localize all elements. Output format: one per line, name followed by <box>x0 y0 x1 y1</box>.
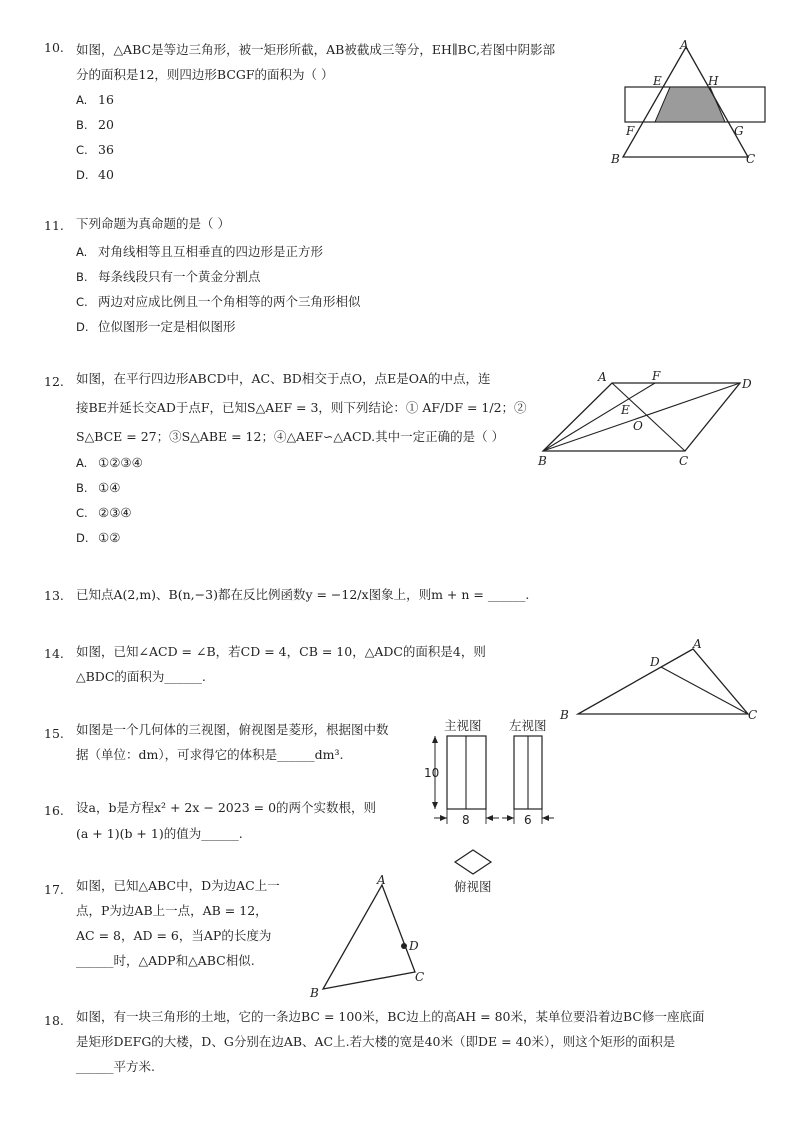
label-h: H <box>708 74 719 88</box>
option-label: A. <box>76 93 88 107</box>
figure-q10-triangle <box>600 35 770 170</box>
label-g: G <box>734 124 744 138</box>
label-a: A <box>598 370 607 384</box>
question-text-line: 如图，已知△ABC中，D为边AC上一 <box>76 878 280 893</box>
question-text-line: AC = 8，AD = 6，当AP的长度为 <box>76 928 272 943</box>
triangle-abc <box>578 649 748 714</box>
option-label: D. <box>76 531 89 545</box>
question-text-line: ______时，△ADP和△ABC相似. <box>76 953 255 968</box>
label-d: D <box>650 655 660 669</box>
question-text-line: 如图，已知∠ACD = ∠B，若CD = 4，CB = 10，△ADC的面积是4，则 <box>76 644 486 659</box>
line-bf <box>543 383 655 451</box>
question-text-line: 点，P为边AB上一点，AB = 12， <box>76 903 268 918</box>
option-label: B. <box>76 270 88 284</box>
question-number: 12. <box>44 374 64 389</box>
option-text: 位似图形一定是相似图形 <box>98 319 236 334</box>
label-b: B <box>310 986 319 1000</box>
width-front-value: 8 <box>462 813 470 827</box>
option-text: ①②③④ <box>98 455 143 470</box>
arrow-up-icon <box>432 736 438 743</box>
option-label: A. <box>76 245 88 259</box>
option-text: 40 <box>98 167 114 182</box>
triangle-abc <box>323 885 415 989</box>
option-text: 对角线相等且互相垂直的四边形是正方形 <box>98 244 324 259</box>
label-b: B <box>538 454 547 468</box>
arrow-down-icon <box>432 802 438 809</box>
question-text-line: 如图，有一块三角形的土地，它的一条边BC = 100米，BC边上的高AH = 80米，某单位要沿着边BC修一座底面 <box>76 1009 705 1024</box>
question-text-line: S△BCE = 27；③S△ABE = 12；④△AEF∽△ACD.其中一定正确的是（ ） <box>76 429 505 444</box>
option-text: 每条线段只有一个黄金分割点 <box>98 269 261 284</box>
top-view-label: 俯视图 <box>454 879 492 894</box>
question-text-line: 分的面积是12，则四边形BCGF的面积为（ ） <box>76 67 334 82</box>
option-text: ①② <box>98 530 121 545</box>
label-f: F <box>626 124 635 138</box>
question-number: 10. <box>44 40 64 55</box>
arrow-right-icon <box>440 815 447 821</box>
option-text: ①④ <box>98 480 121 495</box>
option-d <box>76 162 114 188</box>
question-number: 16. <box>44 803 64 818</box>
option-text: 两边对应成比例且一个角相等的两个三角形相似 <box>98 294 361 309</box>
question-text-line: 如图，△ABC是等边三角形，被一矩形所截，AB被截成三等分，EH∥BC,若图中阴影部 <box>76 42 556 57</box>
label-o: O <box>633 419 643 433</box>
option-c <box>76 289 361 315</box>
width-left-value: 6 <box>524 813 532 827</box>
diagonal-ac <box>612 383 685 451</box>
option-a <box>76 450 143 476</box>
option-b <box>76 264 261 290</box>
option-b <box>76 112 114 138</box>
diagonal-bd <box>543 383 740 451</box>
label-f: F <box>652 369 661 383</box>
question-text-line: 设a，b是方程x² + 2x − 2023 = 0的两个实数根，则 <box>76 800 377 815</box>
shaded-region <box>655 87 725 122</box>
arrow-left-icon <box>486 815 493 821</box>
question-number: 17. <box>44 882 64 897</box>
height-value: 10 <box>424 766 440 780</box>
option-label: C. <box>76 143 88 157</box>
line-cd <box>661 667 748 714</box>
option-label: B. <box>76 118 88 132</box>
question-text-line: 是矩形DEFG的大楼，D、G分别在边AB、AC上.若大楼的宽是40米（即DE = 40米），则这个矩形的面积是 <box>76 1034 676 1049</box>
option-text: ②③④ <box>98 505 132 520</box>
question-text-line: 接BE并延长交AD于点F，已知S△AEF = 3，则下列结论：① AF/DF = 1/2；② <box>76 400 527 415</box>
figure-q15-three-views <box>420 712 570 897</box>
question-number: 15. <box>44 726 64 741</box>
option-text: 20 <box>98 117 114 132</box>
option-b <box>76 475 120 501</box>
front-view-label: 主视图 <box>444 718 482 733</box>
arrow-right-icon <box>507 815 514 821</box>
question-text-line: (a + 1)(b + 1)的值为______. <box>76 826 243 841</box>
question-text-line: 如图，在平行四边形ABCD中，AC、BD相交于点O，点E是OA的中点，连 <box>76 371 491 386</box>
label-c: C <box>748 708 758 722</box>
label-a: A <box>680 38 689 52</box>
label-a: A <box>377 873 386 887</box>
label-b: B <box>560 708 569 722</box>
option-text: 36 <box>98 142 114 157</box>
option-label: C. <box>76 506 88 520</box>
option-text: 16 <box>98 92 114 107</box>
option-a <box>76 239 323 265</box>
point-d <box>401 943 407 949</box>
option-d <box>76 525 120 551</box>
option-c <box>76 137 114 163</box>
question-text-line: ______平方米. <box>76 1059 155 1074</box>
option-label: D. <box>76 168 89 182</box>
question-number: 13. <box>44 588 64 603</box>
figure-q14-triangle <box>560 637 770 727</box>
label-e: E <box>621 403 630 417</box>
label-c: C <box>746 152 756 166</box>
option-label: B. <box>76 481 88 495</box>
question-number: 11. <box>44 218 64 233</box>
option-label: C. <box>76 295 88 309</box>
question-text-line: △BDC的面积为______. <box>76 669 206 684</box>
option-c <box>76 500 132 526</box>
arrow-left-icon <box>542 815 549 821</box>
label-e: E <box>653 74 662 88</box>
label-c: C <box>415 970 425 984</box>
option-label: D. <box>76 320 89 334</box>
question-text-line: 如图是一个几何体的三视图，俯视图是菱形，根据图中数 <box>76 722 389 737</box>
question-text-line: 下列命题为真命题的是（ ） <box>76 216 230 231</box>
label-c: C <box>679 454 689 468</box>
top-view-rhombus <box>455 850 491 874</box>
label-d: D <box>742 377 752 391</box>
option-d <box>76 314 236 340</box>
question-text-line: 已知点A(2,m)、B(n,−3)都在反比例函数y = −12/x图象上，则m + n = ______. <box>76 587 530 602</box>
figure-q17-triangle <box>305 872 435 1002</box>
question-number: 18. <box>44 1013 64 1028</box>
label-a: A <box>693 637 702 651</box>
question-text-line: 据（单位：dm），可求得它的体积是______dm³. <box>76 747 344 762</box>
question-number: 14. <box>44 646 64 661</box>
option-label: A. <box>76 456 88 470</box>
figure-q12-parallelogram <box>535 368 765 468</box>
option-a <box>76 87 114 113</box>
label-b: B <box>611 152 620 166</box>
label-d: D <box>409 939 419 953</box>
left-view-label: 左视图 <box>509 718 547 733</box>
